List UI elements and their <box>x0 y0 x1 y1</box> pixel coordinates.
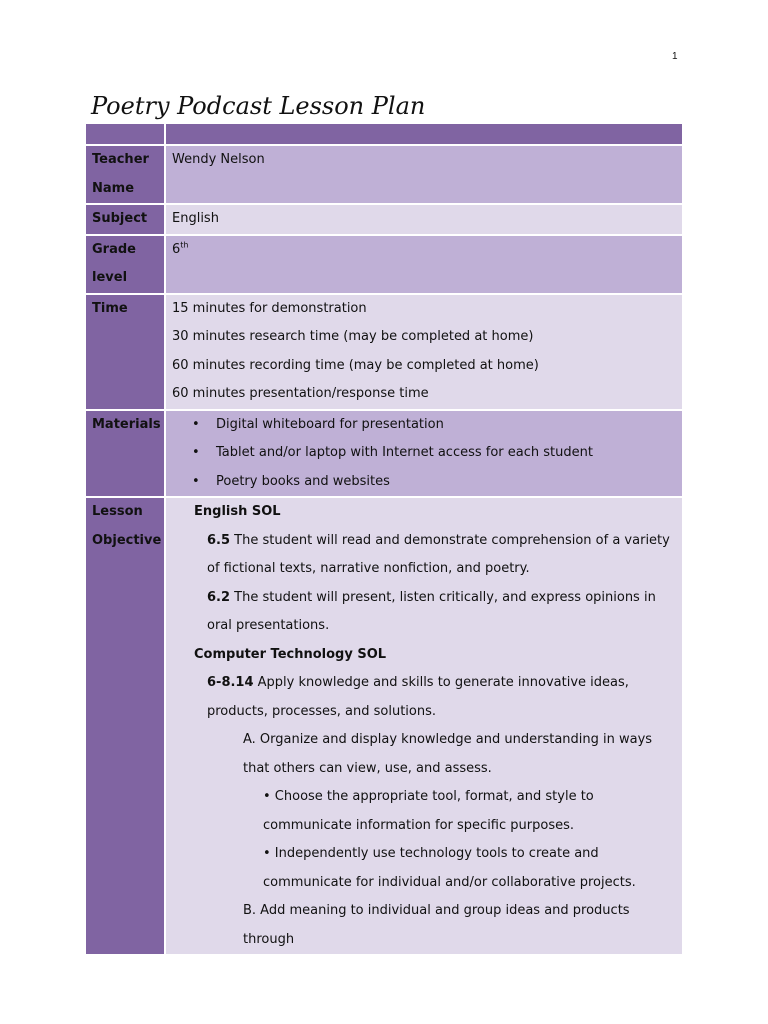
label-grade-level: Grade level <box>86 236 164 295</box>
page-number: 1 <box>672 51 678 62</box>
standard-code: 6.2 <box>207 589 231 605</box>
english-sol-heading: English SOL <box>194 504 281 519</box>
header-cell-value <box>166 124 682 146</box>
label-materials: Materials <box>86 411 164 499</box>
label-time: Time <box>86 295 164 411</box>
row-materials <box>86 411 682 499</box>
materials-item: • Poetry books and websites <box>192 468 676 497</box>
standard-code: 6.5 <box>207 532 231 548</box>
document-title: Poetry Podcast Lesson Plan <box>91 92 426 120</box>
value-lesson-objective <box>166 498 682 956</box>
time-line: 60 minutes recording time (may be completed at home) <box>172 357 539 373</box>
header-cell-label <box>86 124 164 146</box>
lesson-plan-table <box>84 124 684 956</box>
standard-6-8-14 <box>172 669 676 726</box>
sub-objective-bullet: • Independently use technology tools to create and communicate for individual and/or collaborative projects. <box>263 846 636 890</box>
time-line: 30 minutes research time (may be completed at home) <box>172 329 534 344</box>
time-line: 15 minutes for demonstration <box>172 300 367 316</box>
table-header-row <box>86 124 682 146</box>
standard-code: 6-8.14 <box>207 675 254 690</box>
row-time <box>86 295 682 411</box>
materials-item: • Digital whiteboard for presentation <box>192 411 676 440</box>
standard-6-5 <box>172 527 676 584</box>
grade-suffix: th <box>180 240 189 250</box>
standard-text: Apply knowledge and skills to generate innovative ideas, products, processes, and solutions. <box>207 675 629 719</box>
value-teacher-name: Wendy Nelson <box>166 146 682 205</box>
time-line: 60 minutes presentation/response time <box>172 386 429 401</box>
row-teacher <box>86 146 682 205</box>
sub-objective-bullet: • Choose the appropriate tool, format, and style to communicate information for specific purposes. <box>263 789 594 833</box>
value-subject: English <box>166 205 682 236</box>
row-grade <box>86 236 682 295</box>
sub-objective-b: B. Add meaning to individual and group ideas and products through <box>243 903 630 947</box>
row-subject <box>86 205 682 236</box>
materials-item: • Tablet and/or laptop with Internet access for each student <box>192 439 676 468</box>
computer-technology-sol-heading: Computer Technology SOL <box>194 646 387 662</box>
sub-objective-a: A. Organize and display knowledge and understanding in ways that others can view, use, and assess. <box>243 732 653 776</box>
standard-text: The student will present, listen critically, and express opinions in oral presentations. <box>207 589 656 633</box>
row-lesson-objective <box>86 498 682 956</box>
label-teacher-name: Teacher Name <box>86 146 164 205</box>
label-lesson-objective: Lesson Objective <box>86 498 164 956</box>
label-subject: Subject <box>86 205 164 236</box>
value-grade-level <box>166 236 682 295</box>
value-materials <box>166 411 682 499</box>
standard-text: The student will read and demonstrate comprehension of a variety of fictional texts, narrative nonfiction, and poetry. <box>207 532 670 576</box>
materials-list <box>172 411 676 497</box>
standard-6-2 <box>172 584 676 641</box>
value-time <box>166 295 682 411</box>
grade-number: 6 <box>172 241 181 257</box>
